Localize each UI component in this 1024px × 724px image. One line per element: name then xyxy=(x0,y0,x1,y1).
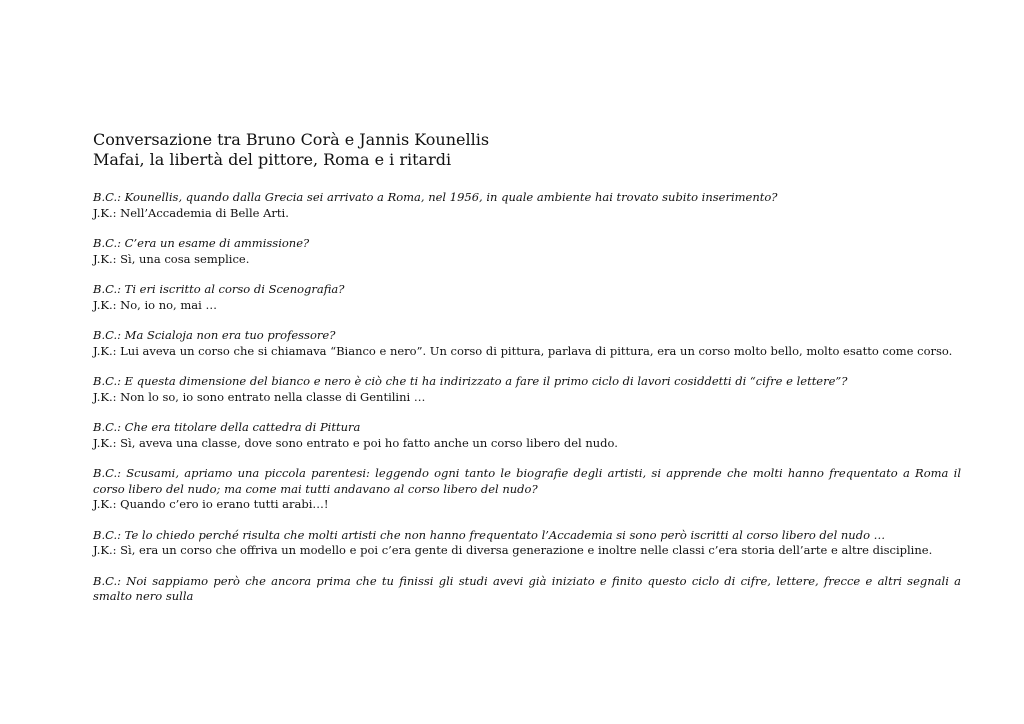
exchange xyxy=(93,236,961,267)
document-page xyxy=(93,130,961,620)
document-header xyxy=(93,130,961,170)
exchange xyxy=(93,282,961,313)
question: B.C.: C’era un esame di ammissione? xyxy=(93,236,310,250)
question: B.C.: Kounellis, quando dalla Grecia sei arrivato a Roma, nel 1956, in quale ambiente hai trovato subito inserimento? xyxy=(93,190,778,204)
exchange xyxy=(93,420,961,451)
answer: J.K.: Sì, una cosa semplice. xyxy=(93,251,250,266)
answer: J.K.: Nell’Accademia di Belle Arti. xyxy=(93,205,289,220)
exchange xyxy=(93,190,961,221)
answer: J.K.: Quando c’ero io erano tutti arabi…! xyxy=(93,497,329,511)
exchange xyxy=(93,374,961,405)
question: B.C.: Noi sappiamo però che ancora prima che tu finissi gli studi avevi già iniziato e finito questo ciclo di cifre, lettere, frecce e altri segnali a smalto nero sulla xyxy=(93,573,961,603)
question: B.C.: E questa dimensione del bianco e nero è ciò che ti ha indirizzato a fare il primo ciclo di lavori cosiddetti di “cifre e lettere”? xyxy=(93,374,848,388)
answer: J.K.: Non lo so, io sono entrato nella classe di Gentilini … xyxy=(93,389,426,404)
answer: J.K.: Sì, era un corso che offriva un modello e poi c’era gente di diversa generazione e inoltre nelle classi c’era storia dell’arte e altre discipline. xyxy=(93,543,933,557)
answer: J.K.: Sì, aveva una classe, dove sono entrato e poi ho fatto anche un corso libero del nudo. xyxy=(93,435,618,450)
exchange xyxy=(93,574,961,605)
answer: J.K.: Lui aveva un corso che si chiamava “Bianco e nero”. Un corso di pittura, parlava di pittura, era un corso molto bello, molto esatto come corso. xyxy=(93,343,953,358)
document-title: Conversazione tra Bruno Corà e Jannis Kounellis xyxy=(93,130,490,149)
answer: J.K.: No, io no, mai … xyxy=(93,297,217,312)
question: B.C.: Scusami, apriamo una piccola parentesi: leggendo ogni tanto le biografie degli artisti, si apprende che molti hanno frequentato a Roma il corso libero del nudo; ma come mai tutti andavano al corso libero del nudo? xyxy=(93,466,961,496)
question: B.C.: Che era titolare della cattedra di Pittura xyxy=(93,420,361,434)
question: B.C.: Ti eri iscritto al corso di Scenografia? xyxy=(93,282,345,296)
exchange xyxy=(93,466,961,513)
exchange xyxy=(93,528,961,559)
question: B.C.: Te lo chiedo perché risulta che molti artisti che non hanno frequentato l’Accademia si sono però iscritti al corso libero del nudo … xyxy=(93,527,886,542)
exchange xyxy=(93,328,961,359)
question: B.C.: Ma Scialoja non era tuo professore? xyxy=(93,328,336,342)
document-subtitle: Mafai, la libertà del pittore, Roma e i ritardi xyxy=(93,150,452,169)
